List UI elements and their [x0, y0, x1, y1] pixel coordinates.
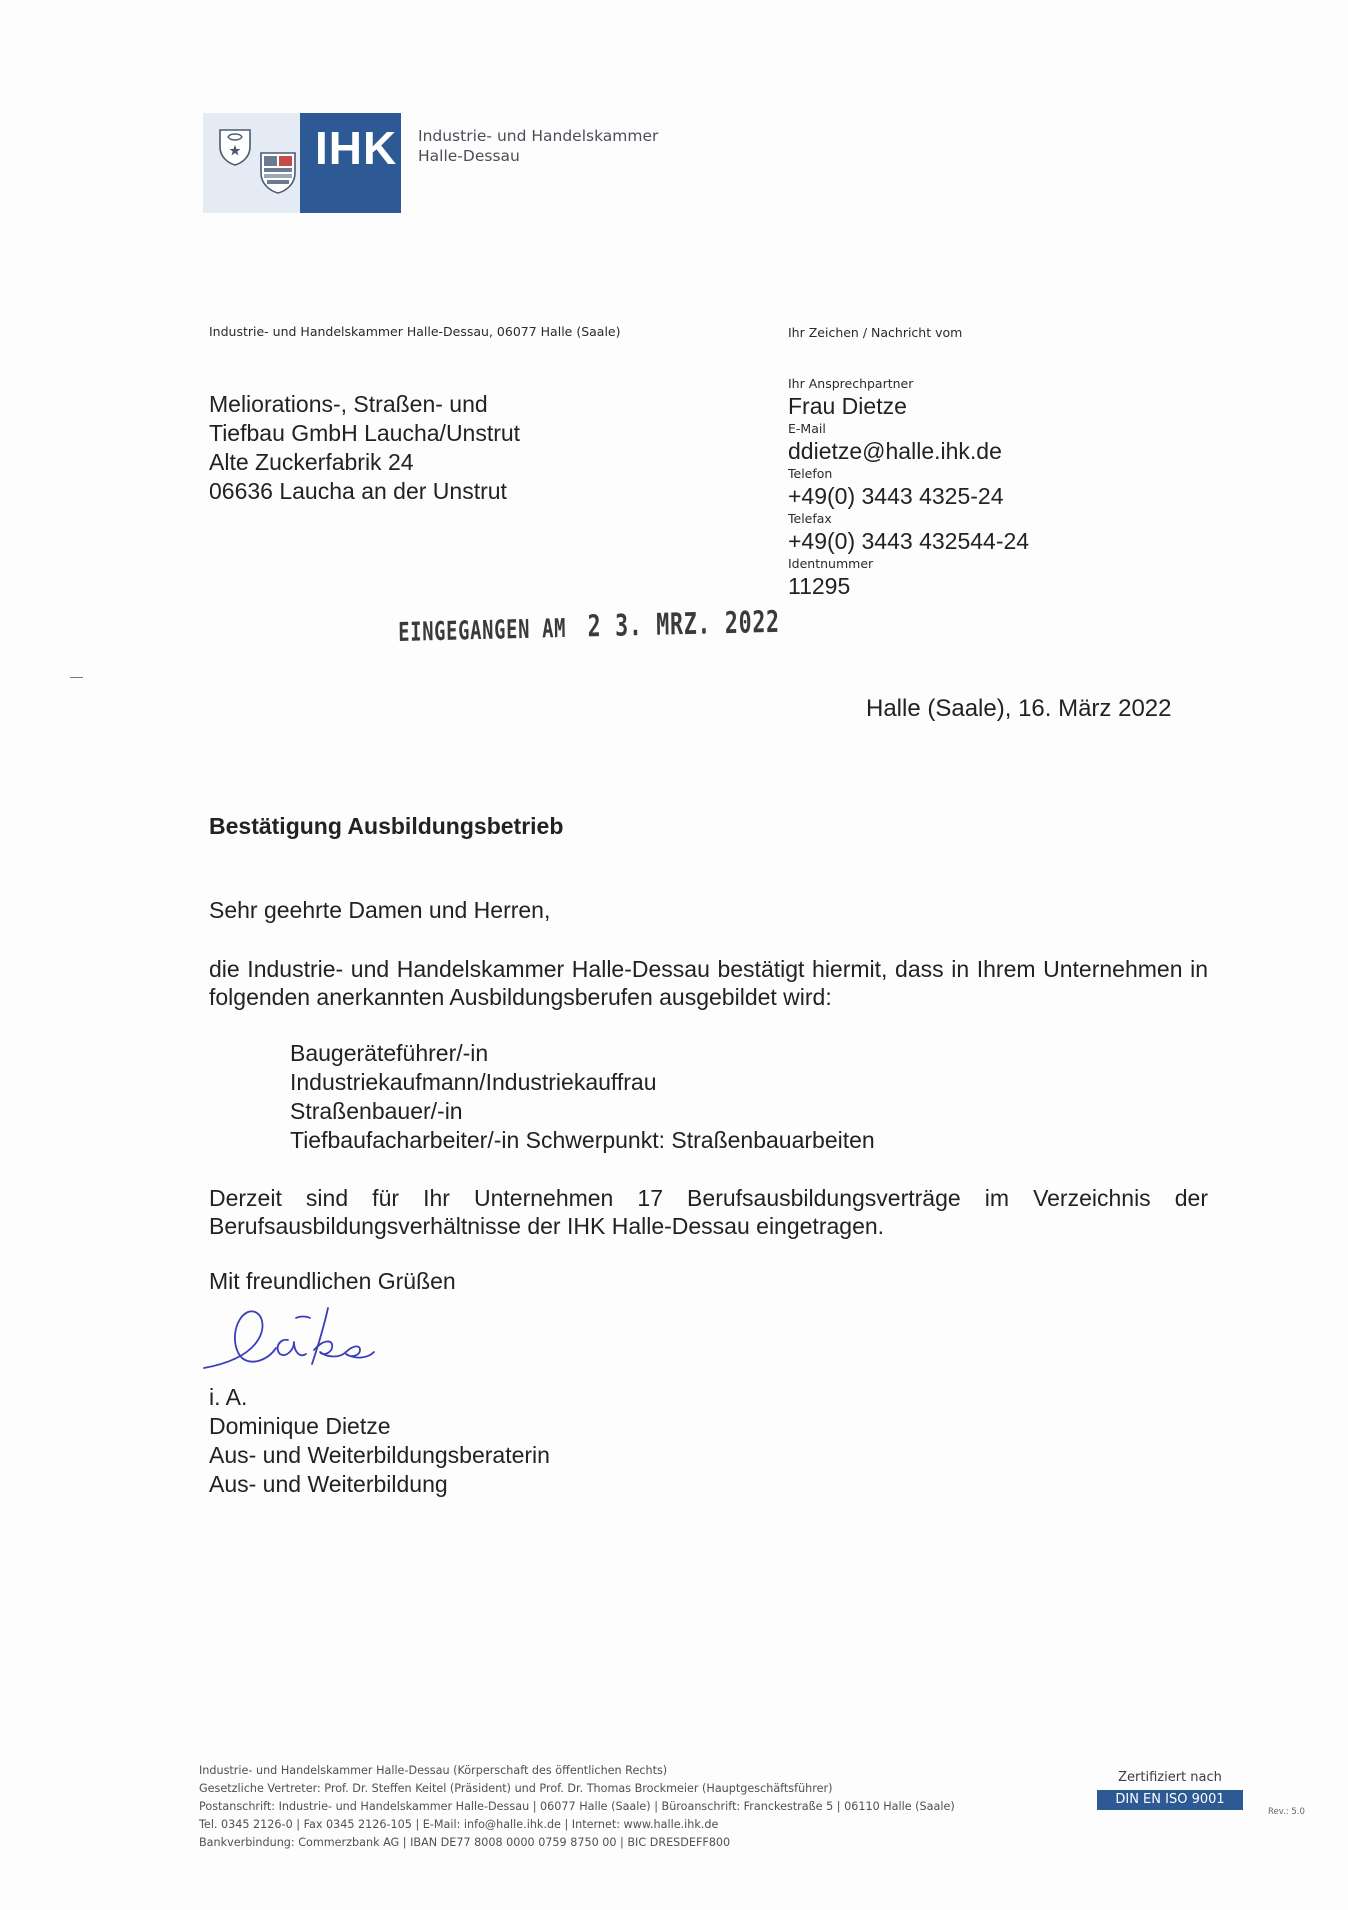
salutation: Sehr geehrte Damen und Herren, [209, 897, 551, 923]
footer-line: Industrie- und Handelskammer Halle-Dessau (Körperschaft des öffentlichen Rechts) [199, 1764, 668, 1777]
footer-line: Bankverbindung: Commerzbank AG | IBAN DE77 8008 0000 0759 8750 00 | BIC DRESDEFF800 [199, 1836, 731, 1849]
footer-line: Tel. 0345 2126-0 | Fax 0345 2126-105 | E-Mail: info@halle.ihk.de | Internet: www.halle.ihk.de [199, 1818, 719, 1831]
signer-department: Aus- und Weiterbildung [209, 1471, 448, 1497]
body-paragraph-2: Derzeit sind für Ihr Unternehmen 17 Berufsausbildungsverträge im Verzeichnis der Berufsausbildungsverhältnisse der IHK Halle-Dessau eingetragen. [209, 1185, 1208, 1239]
signer-name: Dominique Dietze [209, 1413, 391, 1439]
recipient-line: Alte Zuckerfabrik 24 [209, 449, 414, 475]
occupation-list [290, 1039, 875, 1155]
letterhead-name-line2: Halle-Dessau [418, 147, 520, 165]
email-link[interactable]: ddietze@halle.ihk.de [788, 438, 1002, 464]
stamp-text: EINGEGANGEN AM [398, 613, 567, 648]
email-label: E-Mail [788, 421, 826, 436]
letter-footer [199, 1762, 955, 1852]
return-address: Industrie- und Handelskammer Halle-Dessau, 06077 Halle (Saale) [209, 324, 621, 339]
ihk-logo [203, 113, 401, 213]
body-paragraph-1: die Industrie- und Handelskammer Halle-Dessau bestätigt hiermit, dass in Ihrem Unternehmen in folgenden anerkannten Ausbildungsberufen ausgebildet wird: [209, 956, 1208, 1010]
contact-sidebar [788, 324, 1218, 600]
occupation-item: Straßenbauer/-in [290, 1098, 463, 1124]
dessau-crest-icon [259, 151, 297, 195]
letter-date: Halle (Saale), 16. März 2022 [866, 695, 1172, 722]
occupation-item: Tiefbaufacharbeiter/-in Schwerpunkt: Straßenbauarbeiten [290, 1127, 875, 1153]
fax-number: +49(0) 3443 432544-24 [788, 528, 1030, 554]
logo-ihk-text: IHK [315, 122, 398, 174]
id-number: 11295 [788, 573, 851, 599]
revision-number: Rev.: 5.0 [1268, 1807, 1305, 1817]
fold-mark [70, 677, 83, 678]
certification-badge: DIN EN ISO 9001 [1097, 1790, 1243, 1810]
recipient-address [209, 390, 520, 506]
contact-name: Frau Dietze [788, 393, 907, 419]
fax-label: Telefax [788, 511, 832, 526]
id-label: Identnummer [788, 556, 874, 571]
certification-label: Zertifiziert nach [1118, 1770, 1222, 1785]
footer-line: Postanschrift: Industrie- und Handelskammer Halle-Dessau | 06077 Halle (Saale) | Büroanschrift: Franckestraße 5 | 06110 Halle (Saale) [199, 1800, 955, 1813]
occupation-item: Baugeräteführer/-in [290, 1040, 489, 1066]
recipient-line: 06636 Laucha an der Unstrut [209, 478, 507, 504]
received-stamp [398, 605, 780, 649]
halle-crest-icon [217, 127, 253, 167]
certification-mark [1097, 1769, 1243, 1810]
reference-label: Ihr Zeichen / Nachricht vom [788, 325, 963, 340]
subject-line: Bestätigung Ausbildungsbetrieb [209, 813, 564, 839]
recipient-line: Meliorations-, Straßen- und [209, 391, 488, 417]
letterhead-name [418, 126, 658, 166]
signer-title: Aus- und Weiterbildungsberaterin [209, 1442, 550, 1468]
footer-line: Gesetzliche Vertreter: Prof. Dr. Steffen Keitel (Präsident) und Prof. Dr. Thomas Brockmeier (Hauptgeschäftsführer) [199, 1782, 833, 1795]
stamp-date: 2 3. MRZ. 2022 [587, 604, 781, 645]
phone-label: Telefon [788, 466, 833, 481]
occupation-item: Industriekaufmann/Industriekauffrau [290, 1069, 657, 1095]
recipient-line: Tiefbau GmbH Laucha/Unstrut [209, 420, 521, 446]
contact-label: Ihr Ansprechpartner [788, 376, 914, 391]
signer-block [209, 1383, 550, 1499]
closing: Mit freundlichen Grüßen [209, 1268, 456, 1294]
signer-prefix: i. A. [209, 1384, 248, 1410]
handwritten-signature [196, 1296, 386, 1378]
phone-number: +49(0) 3443 4325-24 [788, 483, 1004, 509]
letterhead-name-line1: Industrie- und Handelskammer [418, 127, 659, 145]
